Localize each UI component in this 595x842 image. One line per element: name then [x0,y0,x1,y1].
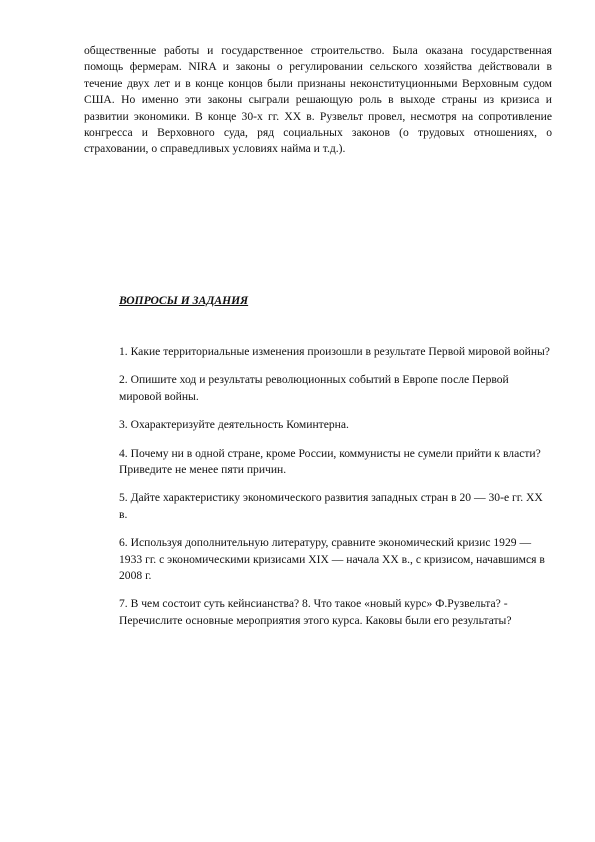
question-item: 4. Почему ни в одной стране, кроме России, коммунисты не сумели прийти к власти? Приведите не менее пяти причин. [119,446,541,477]
section-heading: ВОПРОСЫ И ЗАДАНИЯ [119,294,249,307]
question-item: 5. Дайте характеристику экономического развития западных стран в 20 — 30-е гг. XX в. [119,491,543,521]
intro-paragraph: общественные работы и государственное строительство. Была оказана государственная помощь фермерам. NIRA и законы о регулировании сельского хозяйства действовали в течение двух лет и в конце концов были признаны неконституционными Верховным судом США. Но именно эти законы сыграли решающую роль в выходе страны из кризиса и развитии экономики. В конце 30-х гг. XX в. Рузвельт провел, несмотря на сопротивление конгресса и Верховного суда, ряд социальных законов (о трудовых отношениях, о страховании, о справедливых условиях найма и т.д.). [84,44,552,156]
question-item: 6. Используя дополнительную литературу, сравните экономический кризис 1929 —1933 гг. с экономическими кризисами XIX — начала XX в., с кризисом, начавшимся в 2008 г. [119,536,545,583]
question-item: 3. Охарактеризуйте деятельность Коминтерна. [119,418,349,432]
question-item: 1. Какие территориальные изменения произошли в результате Первой мировой войны? [119,345,550,358]
question-item: 2. Опишите ход и результаты революционных событий в Европе после Первой мировой войны. [119,373,509,403]
questions-list [119,344,552,641]
question-item: 7. В чем состоит суть кейнсианства? 8. Что такое «новый курс» Ф.Рузвельта? - Перечислите основные мероприятия этого курса. Каковы были его результаты? [119,597,512,627]
